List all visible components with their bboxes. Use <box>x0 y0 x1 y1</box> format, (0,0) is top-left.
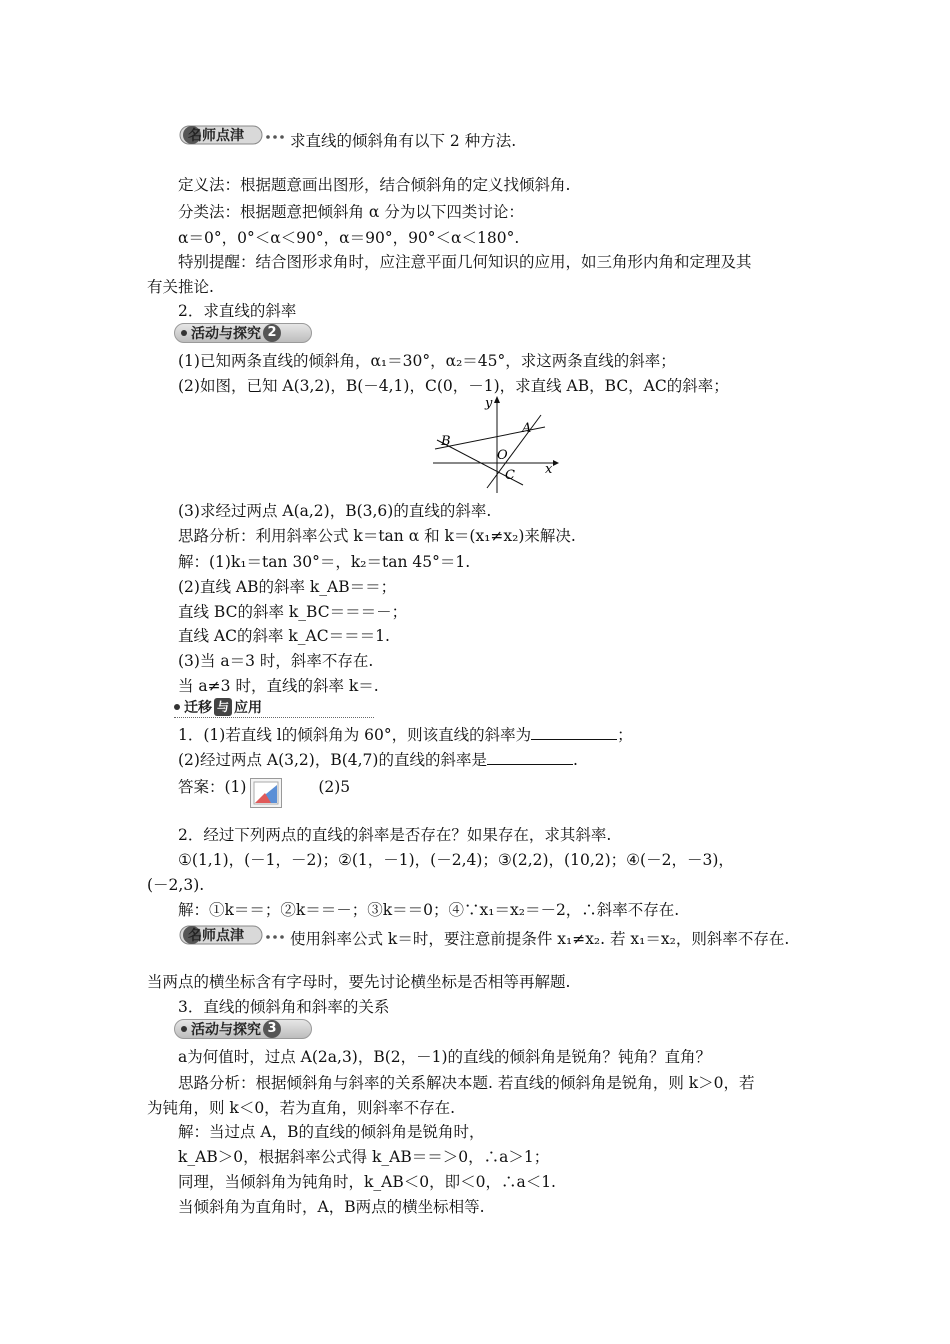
text-line: α＝0°，0°＜α＜90°，α＝90°，90°＜α＜180°. <box>178 229 520 247</box>
activity-badge-label: 活动与探究 <box>191 1022 261 1038</box>
text-line: 直线 BC的斜率 k_BC＝＝＝－； <box>178 603 408 621</box>
exercise-text: ； <box>617 726 633 744</box>
answer-blank <box>487 750 573 765</box>
text-line: 同理，当倾斜角为钝角时，k_AB＜0，即＜0，∴a＜1. <box>178 1173 556 1191</box>
text-line: (3)求经过两点 A(a,2)，B(3,6)的直线的斜率. <box>178 502 492 520</box>
activity-badge <box>174 1019 312 1039</box>
activity-number: 3 <box>263 1020 281 1038</box>
transfer-label: 迁移 <box>184 700 212 716</box>
answer-text: 答案：(1) <box>178 778 247 796</box>
teacher-tip-badge <box>178 124 288 146</box>
text-line: 求直线的倾斜角有以下 2 种方法. <box>290 132 517 150</box>
x-axis-arrow-icon <box>553 460 559 466</box>
activity-badge-label: 活动与探究 <box>191 326 261 342</box>
exercise-line <box>178 724 633 746</box>
text-line: 解：(1)k₁＝tan 30°＝，k₂＝tan 45°＝1. <box>178 553 471 571</box>
text-line: 当 a≠3 时，直线的斜率 k＝. <box>178 677 379 695</box>
activity-badge <box>174 323 312 343</box>
text-line: ①(1,1)，(－1，－2)；②(1，－1)，(－2,4)；③(2,2)，(10,2)；④(－2，－3)， <box>178 851 734 869</box>
text-line: (2)直线 AB的斜率 k_AB＝＝； <box>178 578 397 596</box>
exercise-line <box>178 749 578 771</box>
answer-text: (2)5 <box>318 778 351 796</box>
text-line: 特别提醒：结合图形求角时，应注意平面几何知识的应用，如三角形内角和定理及其 <box>178 253 752 271</box>
application-label: 应用 <box>234 700 262 716</box>
answer-blank <box>531 725 617 740</box>
y-axis-arrow-icon <box>494 396 500 403</box>
text-line: 有关推论. <box>147 278 214 296</box>
point-label-B: B <box>441 434 451 449</box>
text-line: 当两点的横坐标含有字母时，要先讨论横坐标是否相等再解题. <box>147 973 571 991</box>
point-label-O: O <box>497 448 508 463</box>
transfer-connector: 与 <box>214 698 232 716</box>
text-line: 思路分析：利用斜率公式 k＝tan α 和 k＝(x₁≠x₂)来解决. <box>178 527 576 545</box>
teacher-badge-label: 名师点津 <box>188 128 244 144</box>
axis-label-x: x <box>545 462 553 477</box>
teacher-badge-label: 名师点津 <box>188 928 244 944</box>
image-placeholder-icon <box>250 778 282 808</box>
text-line: 思路分析：根据倾斜角与斜率的关系解决本题. 若直线的倾斜角是锐角，则 k＞0，若 <box>178 1074 755 1092</box>
text-line: 当倾斜角为直角时，A，B两点的横坐标相等. <box>178 1198 485 1216</box>
bullet-dot-icon <box>174 704 180 710</box>
section-heading: 2．求直线的斜率 <box>178 302 297 320</box>
exercise-text: . <box>572 751 578 769</box>
text-line: 直线 AC的斜率 k_AC＝＝＝1. <box>178 627 390 645</box>
exercise-text: (2)经过两点 A(3,2)，B(4,7)的直线的斜率是 <box>178 751 487 769</box>
text-line: (3)当 a＝3 时，斜率不存在. <box>178 652 374 670</box>
bullet-dot-icon <box>181 330 187 336</box>
coordinate-figure <box>425 393 560 495</box>
text-line: a为何值时，过点 A(2a,3)，B(2，－1)的直线的倾斜角是锐角？钝角？直角？ <box>178 1048 712 1066</box>
teacher-tip-badge <box>178 924 288 946</box>
text-line: 分类法：根据题意把倾斜角 α 分为以下四类讨论： <box>178 203 524 221</box>
point-label-A: A <box>522 421 532 436</box>
axis-label-y: y <box>485 396 493 411</box>
text-line: (－2,3). <box>147 876 205 894</box>
text-line: 使用斜率公式 k＝时，要注意前提条件 x₁≠x₂. 若 x₁＝x₂，则斜率不存在. <box>290 930 790 948</box>
text-line: 解：①k＝＝；②k＝＝－；③k＝＝0；④∵x₁＝x₂＝－2，∴斜率不存在. <box>178 901 680 919</box>
text-line: (2)如图，已知 A(3,2)，B(－4,1)，C(0，－1)，求直线 AB，BC，AC的斜率； <box>178 377 729 395</box>
transfer-application-badge <box>174 697 374 718</box>
text-line: 定义法：根据题意画出图形，结合倾斜角的定义找倾斜角. <box>178 176 571 194</box>
point-label-C: C <box>505 468 515 483</box>
text-line: k_AB＞0，根据斜率公式得 k_AB＝＝＞0，∴a＞1； <box>178 1148 550 1166</box>
bullet-dot-icon <box>181 1026 187 1032</box>
text-line: 为钝角，则 k＜0，若为直角，则斜率不存在. <box>147 1099 456 1117</box>
text-line: 2．经过下列两点的直线的斜率是否存在？如果存在，求其斜率. <box>178 826 612 844</box>
activity-number: 2 <box>263 324 281 342</box>
exercise-text: 1．(1)若直线 l的倾斜角为 60°，则该直线的斜率为 <box>178 726 532 744</box>
text-line: 解：当过点 A，B的直线的倾斜角是锐角时， <box>178 1123 485 1141</box>
text-line: (1)已知两条直线的倾斜角，α₁＝30°，α₂＝45°，求这两条直线的斜率； <box>178 352 676 370</box>
section-heading: 3．直线的倾斜角和斜率的关系 <box>178 998 390 1016</box>
